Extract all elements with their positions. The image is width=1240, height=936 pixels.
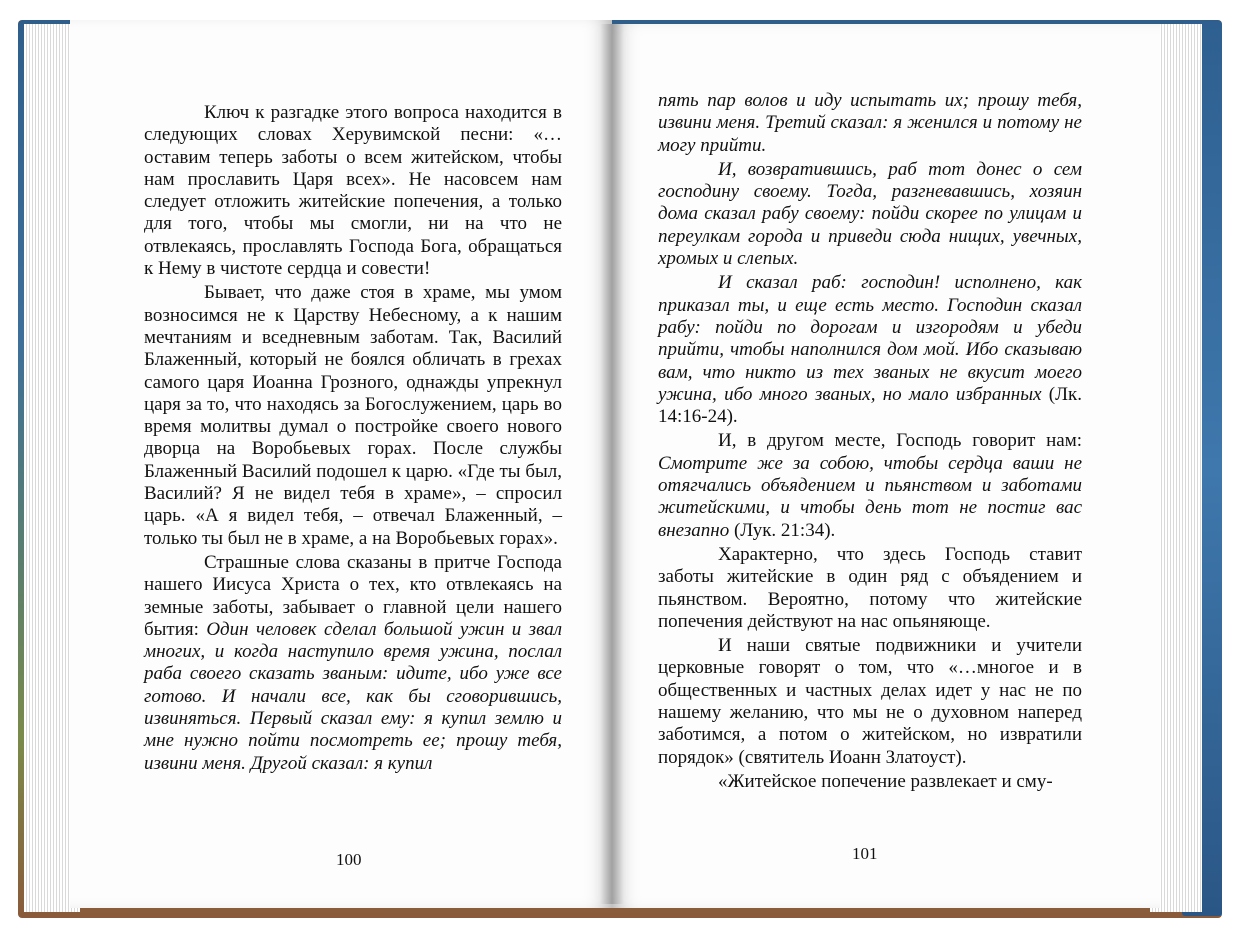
paragraph xyxy=(658,544,1082,633)
paragraph xyxy=(658,90,1082,157)
text-segment: Характерно, что здесь Господь ставит заботы житейские в один ряд с объядением и пьянством. Вероятно, потому что житейские попечения действуют на нас опьяняюще. xyxy=(658,543,1082,632)
paragraph xyxy=(658,272,1082,428)
left-page xyxy=(70,20,612,908)
right-page xyxy=(612,24,1160,908)
text-segment: Ключ к разгадке этого вопроса находится в следующих словах Херувимской песни: «…оставим теперь заботы о всем житейском, чтобы нам прославить Царя всех». Не насовсем нам следует отложить житейские попечения, а только для того, чтобы мы смогли, ни на что не отвлекаясь, прославлять Господа Бога, обращаться к Нему в чистоте сердца и совести! xyxy=(144,102,562,280)
paragraph xyxy=(658,159,1082,270)
right-page-text xyxy=(658,90,1082,795)
text-segment: (Лк. 14:16-24). xyxy=(658,383,1082,428)
scripture-quote: Один человек сделал большой ужин и звал многих, и когда наступило время ужина, послал раба своего сказать званым: идите, ибо уже все готово. И начали все, как бы сговорившись, извиняться. Первый сказал ему: я купил землю и мне нужно пойти посмотреть ее; прошу тебя, извини меня. Другой сказал: я купил xyxy=(144,618,563,774)
paragraph xyxy=(144,552,562,775)
paragraph xyxy=(658,635,1082,769)
scripture-quote: И сказал раб: господин! исполнено, как приказал ты, и еще есть место. Господин сказал рабу: пойди по дорогам и изгородям и убеди прийти, чтобы наполнился дом мой. Ибо сказываю вам, что никто из тех званых не вкусит моего ужина, ибо много званых, но мало избранных xyxy=(658,272,1082,405)
left-page-number: 100 xyxy=(336,850,362,869)
scripture-quote: И, возвратившись, раб тот донес о сем господину своему. Тогда, разгневавшись, хозяин дома сказал рабу своему: пойди скорее по улицам и переулкам города и приведи сюда нищих, увечных, хромых и слепых. xyxy=(658,158,1082,270)
book-gutter xyxy=(600,24,624,904)
paragraph xyxy=(144,102,562,280)
paragraph xyxy=(144,282,562,550)
text-segment: И, в другом месте, Господь говорит нам: xyxy=(718,430,1082,452)
scripture-quote: Смотрите же за собою, чтобы сердца ваши не отягчались объядением и пьянством и заботами житейскими, и чтобы день тот не постиг вас внезапно xyxy=(658,452,1082,541)
right-page-number: 101 xyxy=(852,844,878,863)
text-segment: Страшные слова сказаны в притче Господа нашего Иисуса Христа о тех, кто отвлекаясь на земные заботы, забывает о главной цели нашего бытия: xyxy=(144,551,562,640)
left-page-text xyxy=(144,102,562,777)
paragraph xyxy=(658,430,1082,541)
scripture-quote: пять пар волов и иду испытать их; прошу тебя, извини меня. Третий сказал: я женился и потому не могу прийти. xyxy=(658,90,1082,156)
text-segment: И наши святые подвижники и учители церковные говорят о том, что «…многое и в общественных и частных делах идет у нас не по нашему желанию, что мы не о духовном наперед заботимся, а потом о житейском, но извратили порядок» (святитель Иоанн Златоуст). xyxy=(658,635,1082,768)
text-segment: «Житейское попечение развлекает и сму- xyxy=(718,770,1053,792)
text-segment: (Лук. 21:34). xyxy=(729,519,836,541)
text-segment: Бывает, что даже стоя в храме, мы умом возносимся не к Царству Небесному, а к нашим мечтаниям и вседневным заботам. Так, Василий Блаженный, который не боялся обличать в грехах самого царя Иоанна Грозного, однажды упрекнул царя за то, что находясь за Богослужением, царь во время молитвы думал о постройке своего нового дворца на Воробьевых горах. После службы Блаженный Василий подошел к царю. «Где ты был, Василий? Я не видел тебя в храме», – спросил царь. «А я видел тебя, – отвечал Блаженный, – только ты был не в храме, а на Воробьевых горах». xyxy=(144,282,562,549)
paragraph xyxy=(658,771,1082,793)
